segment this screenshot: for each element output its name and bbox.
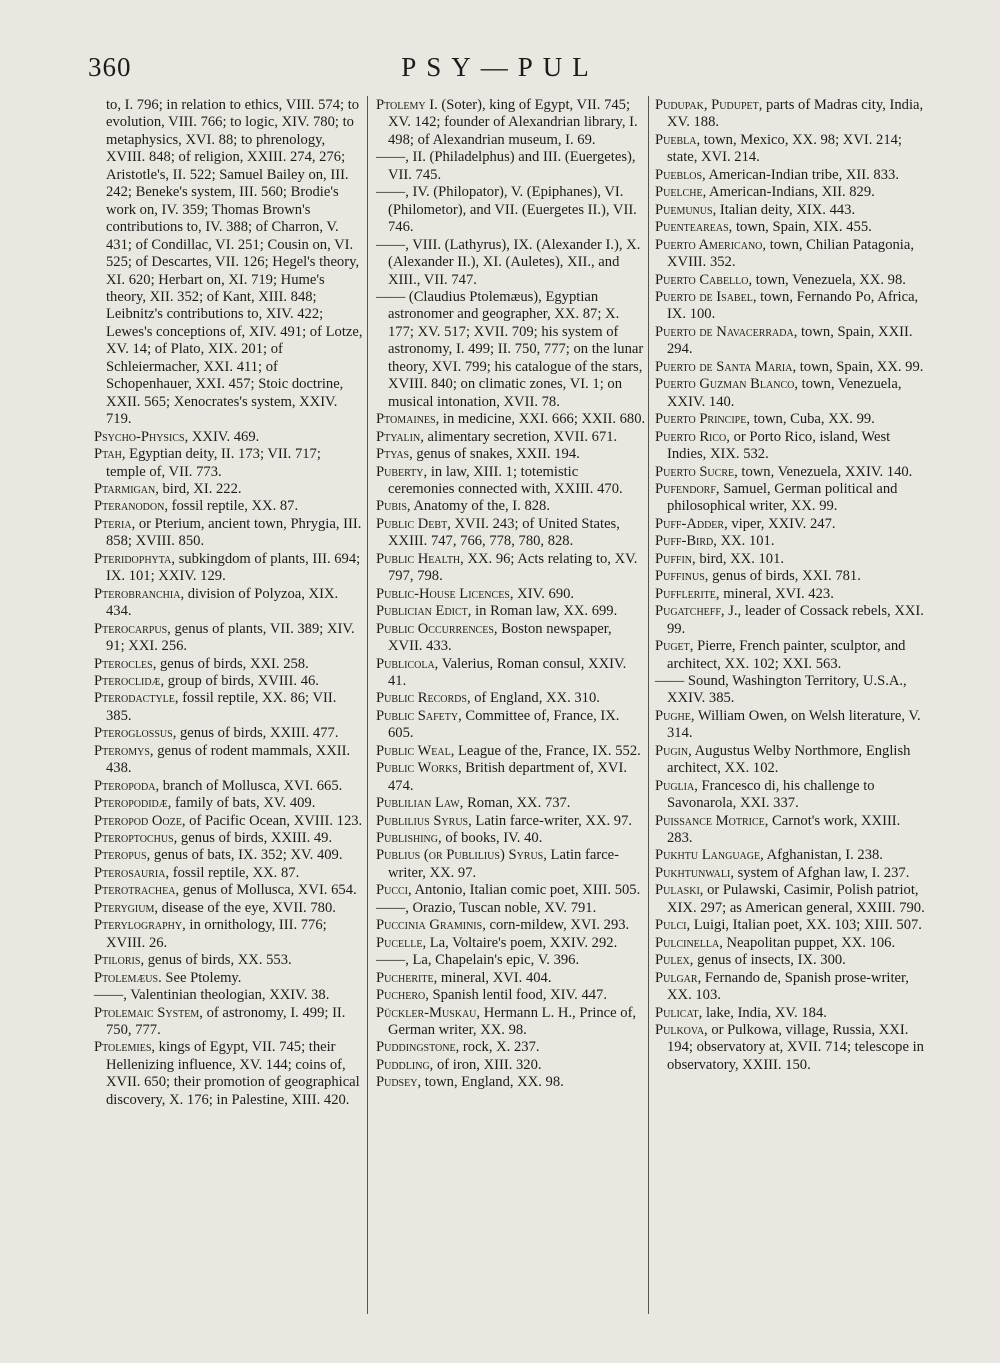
index-entry-text: ——, Orazio, Tuscan noble, XV. 791. bbox=[376, 899, 597, 916]
index-entry-heading: Pukhtu Language bbox=[655, 847, 761, 864]
index-entry-text: , or Pterium, ancient town, Phrygia, III. 858; XVIII. 850. bbox=[106, 515, 362, 550]
index-entry-heading: Puerto Sucre bbox=[655, 463, 735, 480]
index-entry-heading: Pucci bbox=[376, 882, 409, 899]
index-entry-text: , group of birds, XVIII. 46. bbox=[160, 672, 319, 689]
index-entry-heading: Puerto Cabello bbox=[655, 271, 749, 288]
index-entry-heading: Pterylography bbox=[94, 917, 183, 934]
index-column-3 bbox=[655, 97, 927, 1074]
index-entry-text: , fossil reptile, XX. 87. bbox=[165, 864, 300, 881]
index-entry bbox=[376, 656, 646, 691]
index-entry bbox=[655, 184, 927, 201]
index-entry-text: ——, II. (Philadelphus) and III. (Euergetes), VII. 745. bbox=[376, 149, 636, 183]
index-entry bbox=[376, 917, 646, 934]
index-entry-text: to, I. 796; in relation to ethics, VIII. 574; to evolution, VIII. 766; to logic, XIV. 780; to metaphysics, XVI. 88; to phrenology, XVIII. 848; of religion, XXIII. 274, 276; Aristotle's, II. 522; Samuel Bailey on, III. 242; Beneke's system, III. 560; Brodie's work on, IV. 359; Thomas Brown's contributions to, IV. 388; of Charron, V. 431; of Condillac, VI. 251; Cousin on, VI. 525; of Descartes, VII. 126; Hegel's theory, XI. 620; Herbart on, XI. 719; Hume's theory, XII. 352; of Kant, XIII. 848; Leibnitz's contributions to, XIV. 422; Lewes's conceptions of, XIV. 491; of Lotze, XV. 14; of Plato, XIX. 201; of Schleiermacher, XXI. 411; of Schopenhauer, XXI. 457; Stoic doctrine, XXII. 565; Xenocrates's system, XXIV. 719. bbox=[106, 97, 363, 428]
index-entry-text: , genus of insects, IX. 300. bbox=[689, 952, 846, 969]
index-entry-text: , genus of birds, XXI. 258. bbox=[152, 655, 309, 672]
index-entry-heading: Puberty bbox=[376, 463, 424, 480]
index-entry-heading: Pughe bbox=[655, 707, 691, 724]
index-entry-text: , XX. 96; Acts relating to, XV. 797, 798. bbox=[388, 550, 638, 585]
index-entry-heading: Public Health bbox=[376, 550, 461, 567]
index-entry-text: , genus of bats, IX. 352; XV. 409. bbox=[146, 847, 343, 864]
index-entry bbox=[376, 743, 646, 760]
index-entry bbox=[655, 1005, 927, 1022]
index-entry bbox=[655, 603, 927, 638]
index-entry-text: , Antonio, Italian comic poet, XIII. 505. bbox=[408, 882, 641, 899]
index-entry bbox=[376, 516, 646, 551]
index-entry bbox=[94, 516, 364, 551]
index-entry-text: , town, Spain, XIX. 455. bbox=[728, 219, 872, 236]
index-entry bbox=[655, 516, 927, 533]
index-entry-text: , town, Venezuela, XXIV. 140. bbox=[734, 463, 913, 480]
index-entry bbox=[376, 813, 646, 830]
index-entry-heading: Ptomaines bbox=[376, 411, 436, 428]
column-divider bbox=[648, 96, 649, 1314]
index-entry-text: , Carnot's work, XXIII. 283. bbox=[667, 812, 901, 847]
index-entry bbox=[655, 237, 927, 272]
index-entry-heading: Puccinia Graminis bbox=[376, 917, 483, 934]
index-entry bbox=[655, 743, 927, 778]
index-entry-text: , fossil reptile, XX. 87. bbox=[164, 498, 299, 515]
index-entry bbox=[94, 656, 364, 673]
index-entry-heading: Puchero bbox=[376, 987, 426, 1004]
index-entry bbox=[655, 865, 927, 882]
index-entry-text: , town, Spain, XXII. 294. bbox=[667, 323, 913, 358]
index-entry bbox=[655, 586, 927, 603]
index-entry bbox=[655, 882, 927, 917]
index-entry bbox=[94, 429, 364, 446]
index-entry-text: , in law, XIII. 1; totemistic ceremonies connected with, XXIII. 470. bbox=[388, 463, 623, 497]
index-entry-heading: Publilian Law bbox=[376, 795, 460, 812]
index-entry-text: , town, England, XX. 98. bbox=[417, 1074, 564, 1091]
index-entry-text: , branch of Mollusca, XVI. 665. bbox=[155, 777, 343, 794]
index-entry-heading: Puerto de Santa Maria bbox=[655, 358, 793, 375]
index-entry-text: , parts of Madras city, India, XV. 188. bbox=[667, 97, 924, 131]
index-entry-heading: Pucherite bbox=[376, 969, 434, 986]
index-entry bbox=[655, 324, 927, 359]
index-entry-heading: Pueblos bbox=[655, 166, 703, 183]
index-entry-heading: Publishing bbox=[376, 830, 439, 847]
index-entry bbox=[376, 987, 646, 1004]
running-head: PSY—PUL bbox=[401, 52, 599, 82]
index-entry-text: —— (Claudius Ptolemæus), Egyptian astronomer and geographer, XX. 87; X. 177; XV. 517; XVII. 709; his system of astronomy, I. 499; II. 750, 777; on the lunar theory, XVI. 799; his catalogue of the stars, XVIII. 840; on climatic zones, VI. 1; on musical intonation, XVII. 78. bbox=[376, 288, 644, 410]
index-entry-text: , system of Afghan law, I. 237. bbox=[730, 864, 910, 881]
index-entry bbox=[655, 533, 927, 550]
index-entry-text: I. (Soter), king of Egypt, VII. 745; XV. 142; founder of Alexandrian library, I. 498; of Alexandrian museum, I. 69. bbox=[388, 97, 638, 148]
index-entry-text: , genus of rodent mammals, XXII. 438. bbox=[106, 742, 351, 777]
index-entry-heading: Ptyalin bbox=[376, 428, 421, 445]
index-entry bbox=[94, 97, 364, 429]
index-entry bbox=[655, 847, 927, 864]
index-entry-heading: Publicola bbox=[376, 655, 435, 672]
index-entry-text: , of astronomy, I. 499; II. 750, 777. bbox=[106, 1004, 346, 1039]
index-entry-heading: Pteropoda bbox=[94, 777, 156, 794]
index-entry-text: , in Roman law, XX. 699. bbox=[467, 603, 618, 620]
index-entry-heading: Pteridophyta bbox=[94, 550, 172, 567]
index-entry bbox=[376, 1057, 646, 1074]
index-entry bbox=[376, 411, 646, 428]
index-entry-heading: Pteropodidæ bbox=[94, 795, 168, 812]
index-entry-heading: Puissance Motrice bbox=[655, 812, 765, 829]
index-entry bbox=[655, 813, 927, 848]
index-entry-heading: Puerto Principe bbox=[655, 411, 747, 428]
index-entry bbox=[94, 1039, 364, 1109]
index-entry bbox=[94, 673, 364, 690]
index-entry-heading: Pubis bbox=[376, 498, 407, 515]
index-entry bbox=[376, 446, 646, 463]
index-entry-text: , XXIV. 469. bbox=[184, 428, 260, 445]
index-entry-text: , Committee of, France, IX. 605. bbox=[388, 707, 620, 742]
index-entry-text: , in ornithology, III. 776; XVIII. 26. bbox=[106, 917, 327, 951]
index-entry-heading: Pugatcheff bbox=[655, 603, 721, 620]
index-entry-text: , Fernando de, Spanish prose-writer, XX. 103. bbox=[667, 969, 909, 1004]
index-entry-heading: Pufflerite bbox=[655, 585, 716, 602]
index-entry bbox=[94, 865, 364, 882]
index-entry-text: , subkingdom of plants, III. 694; IX. 101; XXIV. 129. bbox=[106, 550, 361, 585]
index-entry-heading: Pückler-Muskau bbox=[376, 1004, 477, 1021]
index-entry-heading: Puelche bbox=[655, 184, 703, 201]
index-entry bbox=[376, 708, 646, 743]
index-entry-heading: Puebla bbox=[655, 131, 697, 148]
index-entry bbox=[94, 621, 364, 656]
index-entry bbox=[655, 917, 927, 934]
index-entry bbox=[376, 847, 646, 882]
index-entry bbox=[94, 795, 364, 812]
index-entry-text: , Roman, XX. 737. bbox=[459, 795, 571, 812]
index-entry-text: , Augustus Welby Northmore, English architect, XX. 102. bbox=[667, 742, 911, 777]
index-entry-text: , Anatomy of the, I. 828. bbox=[406, 498, 550, 515]
index-entry bbox=[655, 411, 927, 428]
index-entry-text: , rock, X. 237. bbox=[455, 1039, 540, 1056]
index-entry-text: , town, Cuba, XX. 99. bbox=[746, 411, 875, 428]
index-entry bbox=[376, 97, 646, 149]
index-entry-heading: Puerto Rico bbox=[655, 428, 727, 445]
index-entry-heading: Puff-Adder bbox=[655, 515, 725, 532]
index-entry-heading: Pulex bbox=[655, 952, 690, 969]
index-entry-text: , fossil reptile, XX. 86; VII. 385. bbox=[106, 690, 337, 724]
index-entry bbox=[655, 952, 927, 969]
index-entry-text: , of England, XX. 310. bbox=[466, 690, 600, 707]
index-entry-heading: Puffinus bbox=[655, 568, 705, 585]
index-entry bbox=[94, 743, 364, 778]
index-entry-text: , William Owen, on Welsh literature, V. 314. bbox=[667, 707, 921, 742]
index-entry-text: , XX. 101. bbox=[713, 533, 775, 550]
index-entry-heading: Ptolemæus bbox=[94, 969, 159, 986]
index-entry bbox=[655, 1022, 927, 1074]
index-entry bbox=[376, 551, 646, 586]
index-entry-text: , Samuel, German political and philosophical writer, XX. 99. bbox=[667, 480, 898, 515]
index-column-1 bbox=[94, 97, 364, 1109]
index-entry bbox=[376, 464, 646, 499]
index-entry bbox=[94, 987, 364, 1004]
index-entry-heading: Public Records bbox=[376, 690, 467, 707]
index-entry-heading: Pterocles bbox=[94, 655, 153, 672]
index-entry-heading: Puffin bbox=[655, 550, 693, 567]
index-entry-text: , Boston newspaper, XVII. 433. bbox=[388, 620, 612, 655]
index-entry-heading: Puddingstone bbox=[376, 1039, 456, 1056]
index-entry-heading: Pterosauria bbox=[94, 864, 166, 881]
index-entry bbox=[655, 429, 927, 464]
index-entry-heading: Puget bbox=[655, 638, 690, 655]
index-entry-heading: Pteria bbox=[94, 515, 132, 532]
index-entry bbox=[655, 219, 927, 236]
index-entry-text: , Hermann L. H., Prince of, German writer, XX. 98. bbox=[388, 1004, 637, 1039]
index-entry-text: , in medicine, XXI. 666; XXII. 680. bbox=[435, 411, 646, 428]
index-entry-heading: Public Works bbox=[376, 760, 458, 777]
index-entry bbox=[655, 568, 927, 585]
index-entry bbox=[376, 830, 646, 847]
index-entry-text: , La, Voltaire's poem, XXIV. 292. bbox=[422, 934, 618, 951]
index-entry-heading: Public Debt bbox=[376, 515, 448, 532]
index-entry bbox=[376, 1074, 646, 1091]
index-entry-heading: Pudsey bbox=[376, 1074, 418, 1091]
index-entry-heading: Public Occurrences bbox=[376, 620, 494, 637]
index-entry-text: , of Pacific Ocean, XVIII. 123. bbox=[181, 812, 363, 829]
index-entry-heading: Pteropod Ooze bbox=[94, 812, 182, 829]
index-entry bbox=[376, 289, 646, 411]
index-entry bbox=[94, 481, 364, 498]
index-entry-heading: Puerto Guzman Blanco bbox=[655, 376, 795, 393]
index-entry-heading: Pulkova bbox=[655, 1022, 705, 1039]
index-entry bbox=[94, 847, 364, 864]
index-entry-text: , Egyptian deity, II. 173; VII. 717; temple of, VII. 773. bbox=[106, 446, 321, 480]
index-entry bbox=[94, 725, 364, 742]
index-entry-text: ——, Valentinian theologian, XXIV. 38. bbox=[94, 987, 330, 1004]
index-entry-text: , mineral, XVI. 423. bbox=[715, 585, 834, 602]
index-entry-text: , Latin farce-writer, XX. 97. bbox=[468, 812, 633, 829]
index-entry bbox=[94, 586, 364, 621]
index-entry-heading: Publius (or Publilius) Syrus bbox=[376, 847, 544, 864]
index-entry bbox=[376, 586, 646, 603]
index-entry-text: , genus of Mollusca, XVI. 654. bbox=[175, 882, 357, 899]
index-entry bbox=[94, 690, 364, 725]
index-entry-heading: Pterotrachea bbox=[94, 882, 176, 899]
index-entry-text: , genus of birds, XX. 553. bbox=[140, 952, 292, 969]
index-entry-text: , division of Polyzoa, XIX. 434. bbox=[106, 585, 339, 620]
index-column-2 bbox=[376, 97, 646, 1092]
index-entry bbox=[376, 149, 646, 184]
index-entry bbox=[376, 760, 646, 795]
index-entry-text: , or Pulawski, Casimir, Polish patriot, XIX. 297; as American general, XXIII. 790. bbox=[667, 882, 925, 916]
index-entry-heading: Ptah bbox=[94, 446, 122, 463]
index-entry-text: , town, Venezuela, XX. 98. bbox=[748, 271, 906, 288]
index-entry-text: , alimentary secretion, XVII. 671. bbox=[420, 428, 618, 445]
index-entry-text: ——, La, Chapelain's epic, V. 396. bbox=[376, 952, 580, 969]
index-entry-text: , town, Chilian Patagonia, XVIII. 352. bbox=[667, 236, 914, 271]
index-entry-heading: Puenteareas bbox=[655, 219, 729, 236]
index-entry bbox=[94, 970, 364, 987]
index-entry-heading: Pucelle bbox=[376, 934, 423, 951]
index-entry bbox=[376, 690, 646, 707]
index-entry bbox=[655, 272, 927, 289]
index-entry-text: , genus of birds, XXIII. 49. bbox=[173, 830, 333, 847]
index-entry-text: , Luigi, Italian poet, XX. 103; XIII. 507. bbox=[686, 917, 922, 934]
index-entry-heading: Pterocarpus bbox=[94, 620, 168, 637]
index-entry-text: ——, VIII. (Lathyrus), IX. (Alexander I.), X. (Alexander II.), XI. (Auletes), XII., and XIII., VII. 747. bbox=[376, 236, 641, 288]
index-entry bbox=[655, 132, 927, 167]
index-entry bbox=[376, 970, 646, 987]
index-entry bbox=[94, 498, 364, 515]
index-entry-text: , kings of Egypt, VII. 745; their Hellenizing influence, XV. 144; coins of, XVII. 650; their promotion of geographical discovery, X. 176; in Palestine, XIII. 420. bbox=[106, 1039, 360, 1108]
index-entry-heading: Pteroclidæ bbox=[94, 672, 161, 689]
index-entry-text: , bird, XX. 101. bbox=[692, 550, 785, 567]
index-entry-text: , town, Fernando Po, Africa, IX. 100. bbox=[667, 288, 919, 323]
index-entry bbox=[655, 359, 927, 376]
index-entry bbox=[655, 673, 927, 708]
index-entry-heading: Puerto de Navacerrada bbox=[655, 323, 794, 340]
index-entry bbox=[376, 621, 646, 656]
index-entry bbox=[655, 778, 927, 813]
index-entry bbox=[376, 1005, 646, 1040]
index-entry-heading: Pterygium bbox=[94, 899, 155, 916]
index-entry-heading: Public Weal bbox=[376, 742, 451, 759]
index-entry-heading: Ptolemy bbox=[376, 97, 426, 113]
index-entry-text: . See Ptolemy. bbox=[158, 969, 242, 986]
index-entry bbox=[655, 708, 927, 743]
index-entry bbox=[655, 970, 927, 1005]
index-entry-heading: Pudupak, Pudupet bbox=[655, 97, 759, 113]
index-entry-heading: Puglia bbox=[655, 777, 695, 794]
index-entry bbox=[94, 900, 364, 917]
index-entry bbox=[655, 202, 927, 219]
index-entry bbox=[376, 237, 646, 289]
index-entry-text: , of books, IV. 40. bbox=[438, 830, 543, 847]
column-divider bbox=[367, 96, 368, 1314]
index-entry-text: , viper, XXIV. 247. bbox=[724, 515, 836, 532]
index-entry-heading: Pteranodon bbox=[94, 498, 165, 515]
index-entry bbox=[376, 795, 646, 812]
index-entry-text: , Valerius, Roman consul, XXIV. 41. bbox=[388, 655, 627, 689]
index-entry-text: , or Pulkowa, village, Russia, XXI. 194; observatory at, XVII. 714; telescope in observatory, XXIII. 150. bbox=[667, 1022, 924, 1073]
index-entry bbox=[655, 481, 927, 516]
index-entry-heading: Pukhtunwali bbox=[655, 864, 731, 881]
index-entry-heading: Ptarmigan bbox=[94, 480, 156, 497]
index-entry-text: , disease of the eye, XVII. 780. bbox=[154, 899, 336, 916]
index-entry bbox=[655, 289, 927, 324]
index-entry-heading: Puff-Bird bbox=[655, 533, 714, 550]
index-entry-text: , British department of, XVI. 474. bbox=[388, 760, 627, 794]
index-entry-heading: Pufendorf bbox=[655, 480, 716, 497]
index-entry bbox=[94, 813, 364, 830]
index-entry-text: , town, Spain, XX. 99. bbox=[792, 358, 924, 375]
index-entry-heading: Pugin bbox=[655, 742, 689, 759]
index-entry-text: , genus of snakes, XXII. 194. bbox=[409, 446, 580, 463]
index-entry-heading: Pteropus bbox=[94, 847, 147, 864]
index-entry-text: , genus of plants, VII. 389; XIV. 91; XXI. 256. bbox=[106, 620, 355, 655]
index-entry-text: , XIV. 690. bbox=[509, 585, 575, 602]
index-entry bbox=[376, 900, 646, 917]
page-number: 360 bbox=[88, 52, 132, 82]
index-entry-heading: Pterodactyle bbox=[94, 690, 175, 707]
index-entry bbox=[655, 638, 927, 673]
index-entry-heading: Puerto de Isabel bbox=[655, 288, 753, 305]
index-entry-heading: Pteromys bbox=[94, 742, 150, 759]
index-entry-text: —— Sound, Washington Territory, U.S.A., XXIV. 385. bbox=[655, 672, 907, 707]
index-entry-text: , J., leader of Cossack rebels, XXI. 99. bbox=[667, 603, 924, 637]
index-entry-text: , Latin farce-writer, XX. 97. bbox=[388, 847, 620, 881]
index-entry-heading: Pteroglossus bbox=[94, 725, 173, 742]
index-entry-text: , town, Mexico, XX. 98; XVI. 214; state, XVI. 214. bbox=[667, 131, 902, 166]
index-entry bbox=[94, 952, 364, 969]
index-entry-text: , Spanish lentil food, XIV. 447. bbox=[425, 987, 607, 1004]
index-entry bbox=[94, 830, 364, 847]
index-entry-heading: Puerto Americano bbox=[655, 236, 763, 253]
index-entry-heading: Pteroptochus bbox=[94, 830, 174, 847]
index-entry-heading: Ptolemaic System bbox=[94, 1004, 200, 1021]
index-entry bbox=[376, 603, 646, 620]
index-entry bbox=[94, 446, 364, 481]
index-entry-heading: Puemunus bbox=[655, 201, 713, 218]
index-entry-text: , American-Indian tribe, XII. 833. bbox=[702, 166, 899, 183]
index-entry bbox=[94, 778, 364, 795]
index-entry-text: , corn-mildew, XVI. 293. bbox=[482, 917, 630, 934]
index-entry-text: , family of bats, XV. 409. bbox=[167, 795, 316, 812]
index-entry bbox=[376, 882, 646, 899]
index-entry-text: , mineral, XVI. 404. bbox=[433, 969, 552, 986]
index-entry-heading: Puddling bbox=[376, 1056, 430, 1073]
index-entry bbox=[655, 97, 927, 132]
index-entry bbox=[94, 882, 364, 899]
index-entry-heading: Ptolemies bbox=[94, 1039, 152, 1056]
index-entry-text: , XVII. 243; of United States, XXIII. 747, 766, 778, 780, 828. bbox=[388, 515, 620, 550]
index-entry-heading: Pulicat bbox=[655, 1004, 699, 1021]
index-entry bbox=[655, 464, 927, 481]
index-entry-heading: Pulci bbox=[655, 917, 687, 934]
index-entry bbox=[94, 551, 364, 586]
index-entry-heading: Ptiloris bbox=[94, 952, 141, 969]
index-entry bbox=[376, 184, 646, 236]
index-entry bbox=[655, 551, 927, 568]
index-entry-text: , town, Venezuela, XXIV. 140. bbox=[667, 376, 902, 410]
index-entry-text: , Italian deity, XIX. 443. bbox=[712, 201, 856, 218]
index-entry bbox=[376, 952, 646, 969]
index-entry bbox=[376, 1039, 646, 1056]
index-entry bbox=[655, 167, 927, 184]
index-entry bbox=[376, 935, 646, 952]
index-entry bbox=[376, 498, 646, 515]
index-entry-heading: Pulcinella bbox=[655, 934, 720, 951]
index-entry-text: , Francesco di, his challenge to Savonarola, XXI. 337. bbox=[667, 777, 875, 812]
index-entry-text: , lake, India, XV. 184. bbox=[698, 1004, 827, 1021]
index-entry bbox=[376, 429, 646, 446]
index-entry bbox=[94, 1005, 364, 1040]
index-entry-heading: Public Safety bbox=[376, 707, 459, 724]
index-entry-heading: Pulgar bbox=[655, 969, 698, 986]
index-entry-text: , League of the, France, IX. 552. bbox=[450, 742, 641, 759]
index-entry-text: , Neapolitan puppet, XX. 106. bbox=[719, 934, 896, 951]
index-entry-text: , American-Indians, XII. 829. bbox=[702, 184, 875, 201]
index-entry-text: , or Porto Rico, island, West Indies, XIX. 532. bbox=[667, 428, 891, 463]
index-entry-text: , Pierre, French painter, sculptor, and architect, XX. 102; XXI. 563. bbox=[667, 638, 906, 672]
index-entry-text: , genus of birds, XXIII. 477. bbox=[172, 725, 339, 742]
index-entry-text: , Afghanistan, I. 238. bbox=[760, 847, 883, 864]
index-entry-heading: Publilius Syrus bbox=[376, 812, 469, 829]
index-entry-text: , of iron, XIII. 320. bbox=[429, 1056, 542, 1073]
index-entry-heading: Psycho-Physics bbox=[94, 428, 185, 445]
index-entry bbox=[655, 935, 927, 952]
index-entry-text: , genus of birds, XXI. 781. bbox=[704, 568, 861, 585]
index-entry-heading: Publician Edict bbox=[376, 603, 468, 620]
index-entry-heading: Public-House Licences bbox=[376, 585, 510, 602]
index-entry bbox=[655, 376, 927, 411]
index-entry-heading: Pulaski bbox=[655, 882, 700, 899]
index-entry-heading: Pterobranchia bbox=[94, 585, 181, 602]
index-entry-text: ——, IV. (Philopator), V. (Epiphanes), VI. (Philometor), and VII. (Euergetes II.), VII. 746. bbox=[376, 184, 637, 236]
index-entry-heading: Ptyas bbox=[376, 446, 410, 463]
index-entry bbox=[94, 917, 364, 952]
index-entry-text: , bird, XI. 222. bbox=[155, 480, 242, 497]
